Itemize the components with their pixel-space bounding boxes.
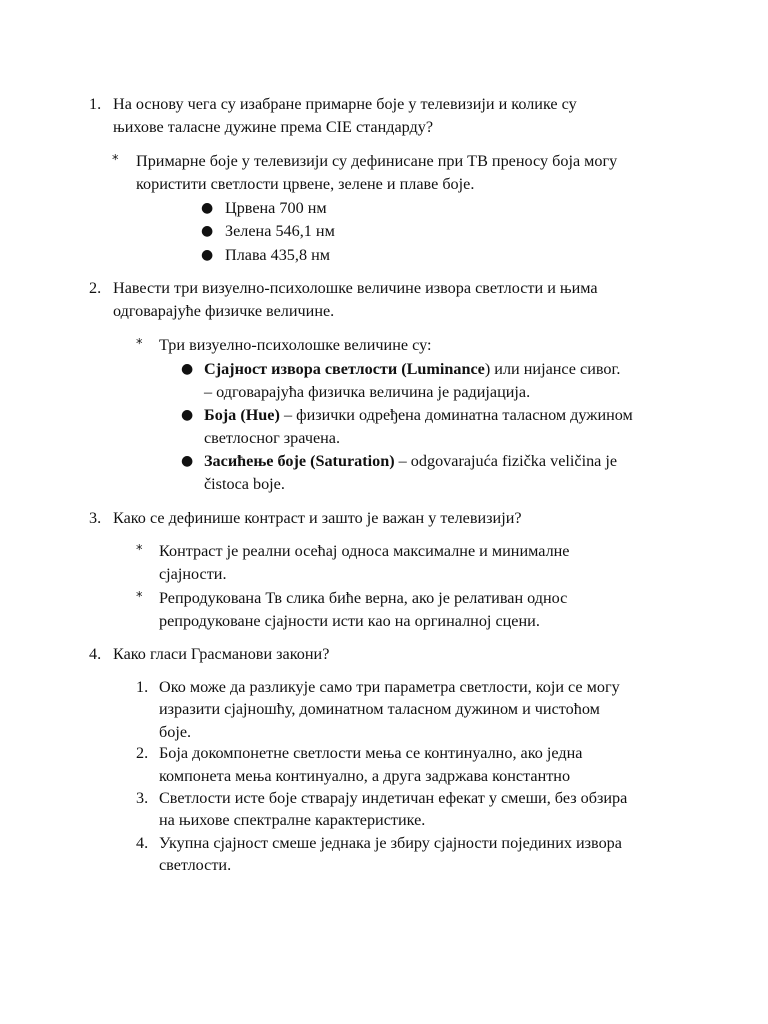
answer-2-item-2-bold: Боја (Hue)	[204, 406, 280, 424]
law-3-line-2: на њихове спектралне карактеристике.	[159, 811, 426, 829]
answer-2-item-1-line-1	[204, 358, 620, 380]
answer-3b-line-1: Репродукована Тв слика биће верна, ако је релативан однос	[159, 589, 568, 607]
asterisk-bullet-icon: *	[136, 337, 143, 352]
question-1-number: 1.	[89, 95, 102, 113]
round-bullet-icon: ●	[201, 247, 214, 263]
law-4-line-2: светлости.	[159, 856, 232, 874]
question-2-number: 2.	[89, 279, 102, 297]
answer-2-item-1-line-2: – одговарајућа физичка величина је радијација.	[204, 383, 531, 401]
law-1-line-2: изразити сјајношћу, доминатном таласном дужином и чистоћом	[159, 700, 600, 718]
answer-1-bullet-red: Црвена 700 нм	[225, 199, 327, 217]
asterisk-bullet-icon: *	[112, 153, 119, 168]
answer-3b-line-2: репродуковане сјајности исти као на оргиналној сцени.	[159, 612, 540, 630]
question-2-line-1: Навести три визуелно-психолошке величине извора светлости и њима	[113, 279, 598, 297]
round-bullet-icon: ●	[181, 361, 194, 377]
question-3-number: 3.	[89, 509, 102, 527]
law-4-line-1: Укупна сјајност смеше једнака је збиру сјајности појединих извора	[159, 834, 622, 852]
asterisk-bullet-icon: *	[136, 543, 143, 558]
answer-1-bullet-blue: Плава 435,8 нм	[225, 246, 330, 264]
question-1-line-2: њихове таласне дужине према CIE стандарду?	[113, 118, 434, 136]
law-3-line-1: Светлости исте боје стварају индетичан ефекат у смеши, без обзира	[159, 789, 628, 807]
answer-3a-line-1: Контраст је реални осећај односа максималне и минималне	[159, 542, 570, 560]
answer-2-item-3-bold: Засићење боје (Saturation)	[204, 452, 395, 470]
answer-2-item-3-line-2: čistoca boje.	[204, 475, 285, 493]
law-2-number: 2.	[136, 744, 149, 762]
law-2-line-2: компонета мења континуално, а друга задржава константно	[159, 767, 571, 785]
question-2-line-2: одговарајуће физичке величине.	[113, 302, 335, 320]
answer-2-item-2-rest: – физички одређена доминатна таласном дужином	[279, 406, 633, 424]
answer-1-line-2: користити светлости црвене, зелене и плаве боје.	[136, 175, 475, 193]
law-1-line-1: Око може да разликује само три параметра светлости, који се могу	[159, 678, 620, 696]
answer-2-item-2-line-2: светлосног зрачена.	[204, 429, 341, 447]
law-1-number: 1.	[136, 678, 149, 696]
round-bullet-icon: ●	[201, 223, 214, 239]
answer-1-bullet-green: Зелена 546,1 нм	[225, 222, 335, 240]
answer-2-item-3-rest: – odgovarajuća fizička veličina je	[394, 452, 618, 470]
answer-2-item-2-line-1	[204, 404, 633, 426]
answer-2-intro: Три визуелно-психолошке величине су:	[159, 336, 432, 354]
question-1-line-1: На основу чега су изабране примарне боје у телевизији и колике су	[113, 95, 577, 113]
answer-3a-line-2: сјајности.	[159, 565, 227, 583]
round-bullet-icon: ●	[181, 453, 194, 469]
law-3-number: 3.	[136, 789, 149, 807]
question-3-line-1: Како се дефинише контраст и зашто је важан у телевизији?	[113, 509, 522, 527]
round-bullet-icon: ●	[181, 407, 194, 423]
law-1-line-3: боје.	[159, 723, 192, 741]
answer-2-item-1-rest: ) или нијансе сивог.	[484, 360, 621, 378]
question-4-line-1: Како гласи Грасманови закони?	[113, 645, 330, 663]
answer-1-line-1: Примарне боје у телевизији су дефинисане при ТВ преносу боја могу	[136, 152, 618, 170]
answer-2-item-1-bold: Сјајност извора светлости (Luminance	[204, 360, 485, 378]
answer-2-item-3-line-1	[204, 450, 617, 472]
round-bullet-icon: ●	[201, 200, 214, 216]
law-4-number: 4.	[136, 834, 149, 852]
asterisk-bullet-icon: *	[136, 590, 143, 605]
question-4-number: 4.	[89, 645, 102, 663]
law-2-line-1: Боја докомпонетне светлости мења се континуално, ако једна	[159, 744, 583, 762]
